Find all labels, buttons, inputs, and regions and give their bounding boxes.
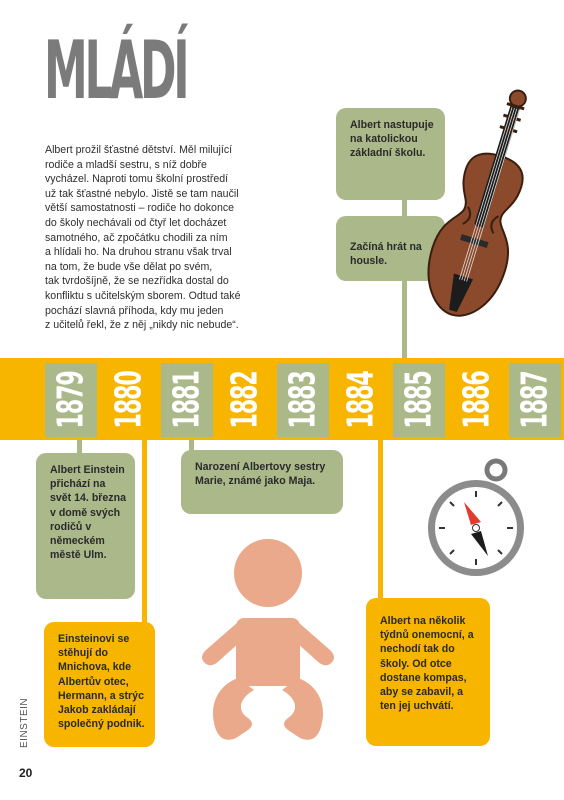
page-title: MLÁDÍ (44, 24, 187, 117)
intro-line: do školy nechávali od čtyř let docházet (45, 216, 227, 229)
year-1884: 1884 (335, 363, 387, 437)
connector-1880 (142, 435, 147, 625)
page-number: 20 (19, 766, 33, 780)
connector-1884 (378, 435, 383, 603)
event-1885-violin: Začíná hrát na housle. (336, 216, 445, 281)
intro-line: větší samostatnosti – rodiče ho dokonce (45, 202, 235, 215)
year-1881: 1881 (161, 363, 213, 437)
side-label: EINSTEIN (19, 697, 30, 748)
intro-line: pochází slavná příhoda, kdy mu jeden (45, 304, 224, 317)
year-1879: 1879 (45, 363, 97, 437)
intro-text (45, 143, 310, 333)
year-1880: 1880 (103, 363, 155, 437)
intro-line: na tom, že bude vše dělat po svém, (45, 260, 213, 273)
compass-icon (424, 456, 534, 586)
year-1883: 1883 (277, 363, 329, 437)
event-1885-school: Albert nastupuje na katolickou základní školu. (336, 108, 445, 200)
intro-line: Albert prožil šťastné dětství. Měl milující (45, 144, 233, 156)
year-1882: 1882 (219, 363, 271, 437)
violin-icon (412, 82, 537, 342)
year-1887: 1887 (509, 363, 561, 437)
intro-line: z učitelů řekl, že z něj „nikdy nic nebude“. (45, 319, 239, 332)
year-1886: 1886 (451, 363, 503, 437)
intro-line: konfliktu s učitelským sborem. Odtud také (45, 289, 241, 302)
event-1879: Albert Einstein přichází na svět 14. března v domě svých rodičů v německém městě Ulm. (36, 453, 135, 599)
event-1880: Einsteinovi se stěhují do Mnichova, kde Albertův otec, Hermann, a strýc Jakob zakládají společný podnik. (44, 622, 155, 747)
baby-icon (196, 538, 341, 748)
year-1885: 1885 (393, 363, 445, 437)
intro-line: a hlídali ho. Na druhou stranu však trval (45, 246, 232, 259)
intro-line: tak tvrdošíjně, že se nezřídka dostal do (45, 275, 229, 288)
intro-line: vycházel. Naproti tomu školní prostředí (45, 173, 229, 186)
event-1881: Narození Albertovy sestry Marie, známé jako Maja. (181, 450, 343, 514)
intro-line: samotného, ač zpočátku chodili za ním (45, 231, 228, 244)
intro-line: rodiče a mladší sestru, s níž dobře (45, 158, 207, 171)
intro-line: už tak šťastné nebylo. Jistě se tam naučil (45, 187, 239, 200)
event-1884: Albert na několik týdnů onemocní, a nechodí tak do školy. Od otce dostane kompas, aby se zabavil, a ten jej uchvátí. (366, 598, 490, 746)
